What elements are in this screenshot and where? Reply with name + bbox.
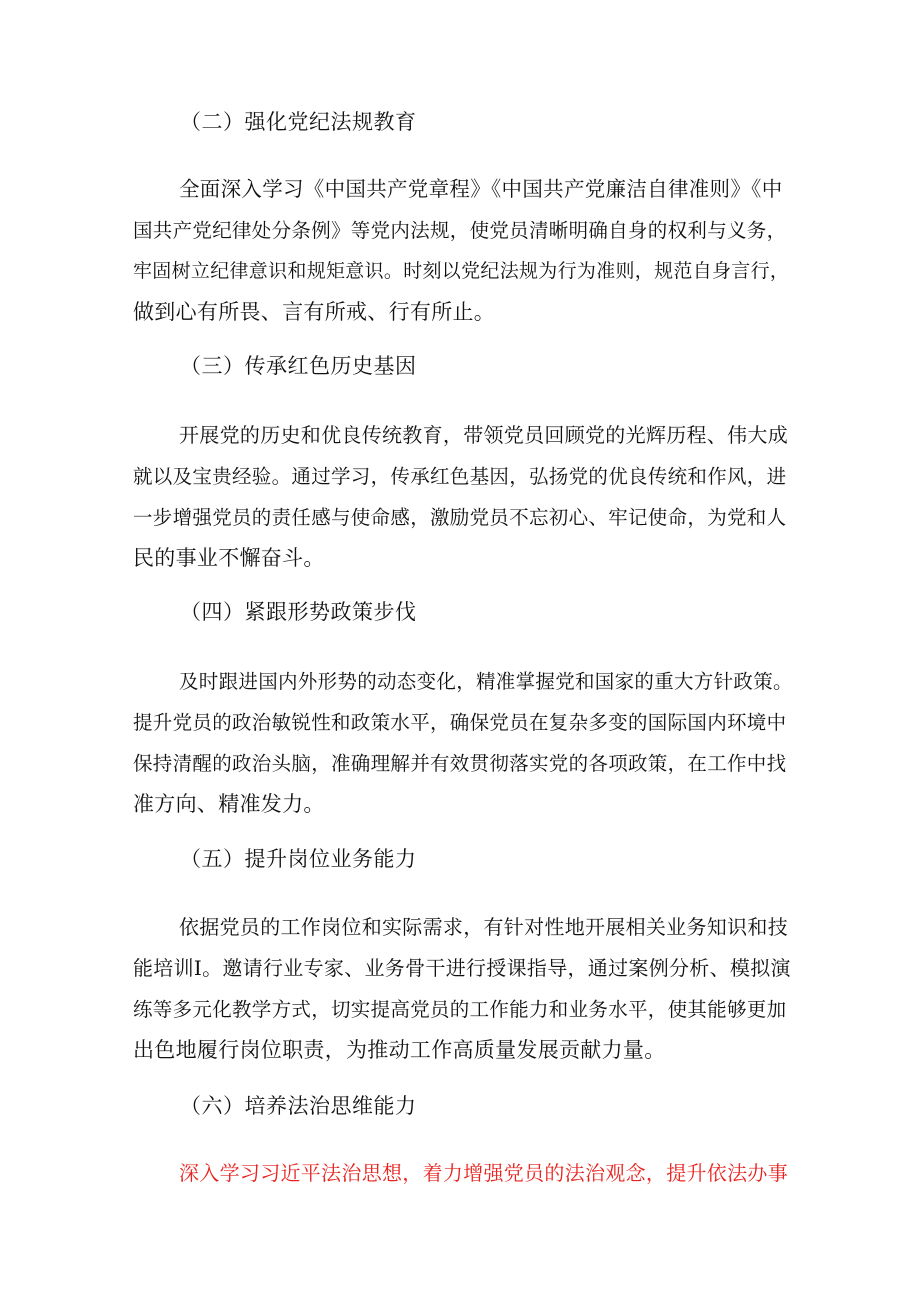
paragraph-line: 准方向、精准发力。	[133, 792, 325, 816]
paragraph-line: 就以及宝贵经验。通过学习，传承红色基因，弘扬党的优良传统和作风，进	[133, 465, 787, 488]
section-paragraph-6	[133, 1153, 793, 1194]
paragraph-line: 及时跟进国内外形势的动态变化，精准掌握党和国家的重大方针政策。	[179, 670, 793, 693]
paragraph-line: 出色地履行岗位职责，为推动工作高质量发展贡献力量。	[133, 1038, 666, 1062]
paragraph-line: 做到心有所畏、言有所戒、行有所止。	[133, 300, 496, 324]
section-heading-2: （二）强化党纪法规教育	[180, 110, 417, 134]
paragraph-line: 一步增强党员的责任感与使命感，激励党员不忘初心、牢记使命，为党和人	[133, 506, 787, 529]
section-paragraph-3	[133, 415, 793, 579]
section-paragraph-5	[133, 907, 793, 1071]
section-heading-5: （五）提升岗位业务能力	[180, 847, 417, 871]
paragraph-line: 能培训I。邀请行业专家、业务骨干进行授课指导，通过案例分析、模拟演	[133, 956, 791, 980]
section-heading-6: （六）培养法治思维能力	[180, 1094, 417, 1118]
paragraph-line: 练等多元化教学方式，切实提高党员的工作能力和业务水平，使其能够更加	[133, 998, 787, 1021]
paragraph-line: 保持清醒的政治头脑，准确理解并有效贯彻落实党的各项政策，在工作中找	[133, 752, 787, 775]
section-heading-4: （四）紧跟形势政策步伐	[180, 600, 417, 624]
section-paragraph-4	[133, 661, 793, 825]
paragraph-line-highlighted: 深入学习习近平法治思想，着力增强党员的法治观念，提升依法办事	[179, 1161, 788, 1185]
section-paragraph-2	[133, 169, 793, 333]
paragraph-line: 民的事业不懈奋斗。	[133, 546, 325, 570]
paragraph-line: 开展党的历史和优良传统教育，带领党员回顾党的光辉历程、伟大成	[179, 423, 788, 447]
paragraph-line: 全面深入学习《中国共产党章程》《中国共产党廉洁自律准则》《中	[179, 177, 783, 201]
paragraph-line: 依据党员的工作岗位和实际需求，有针对性地开展相关业务知识和技	[179, 915, 788, 939]
paragraph-line: 牢固树立纪律意识和规矩意识。时刻以党纪法规为行为准则，规范自身言行，	[133, 260, 790, 282]
paragraph-line: 提升党员的政治敏锐性和政策水平，确保党员在复杂多变的国际国内环境中	[133, 711, 787, 734]
section-heading-3: （三）传承红色历史基因	[180, 354, 417, 378]
paragraph-line: 国共产党纪律处分条例》等党内法规，使党员清晰明确自身的权利与义务，	[133, 219, 787, 242]
